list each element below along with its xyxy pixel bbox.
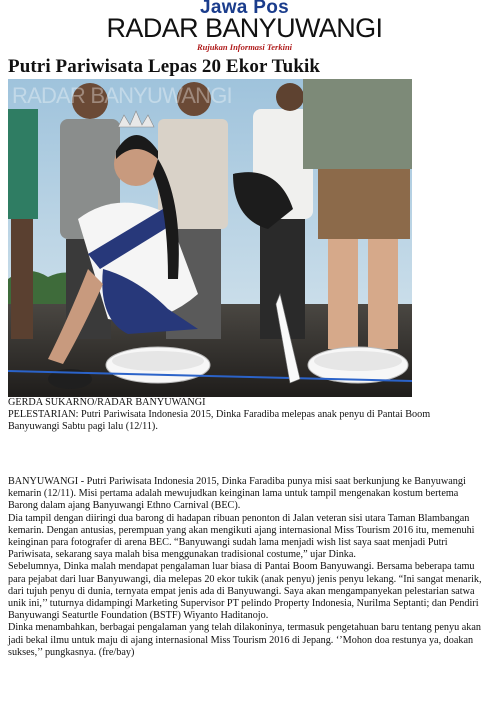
newspaper-title: RADAR BANYUWANGI	[106, 13, 383, 43]
article-paragraph: Sebelumnya, Dinka malah mendapat pengalaman luar biasa di Pantai Boom Banyuwangi. Bersama beberapa tamu para pejabat dari luar Banyuwangi, dia melepas 20 ekor tukik (anak penyu) jenis penyu lekang. “Ini sangat menarik, dari tujuh penyu di dunia, ternyata empat jenis ada di Banyuwangi. Saya akan mengampanyekan pelestarian satwa unik ini,’’ tuturnya didampingi Marketing Supervisor PT pelindo Property Indonesia, Nurilma Septanti; dan Pendiri Banyuwangi Seaturtle Foundation (BSTF) Wiyanto Haditanojo.	[8, 561, 482, 622]
newspaper-tagline: Rujukan Informasi Terkini	[196, 42, 293, 52]
photo-credit: GERDA SUKARNO/RADAR BANYUWANGI	[8, 397, 206, 408]
article-paragraph: Dinka menambahkan, berbagai pengalaman yang telah dilakoninya, termasuk pengetahuan baru tentang penyu akan jadi bekal ilmu untuk maju di ajang internasional Miss Tourism 2016 di Jepang. ‘’Mohon doa restunya ya, doakan sukses,’’ pungkasnya. (fre/bay)	[8, 622, 481, 658]
jawapos-brand: Jawa Pos	[199, 0, 289, 18]
article-headline: Putri Pariwisata Lepas 20 Ekor Tukik	[8, 56, 321, 77]
masthead	[0, 0, 489, 56]
article-body	[8, 476, 484, 659]
article-paragraph: BANYUWANGI - Putri Pariwisata Indonesia 2015, Dinka Faradiba punya misi saat berkunjung ke Banyuwangi kemarin (12/11). Misi pertama adalah mewujudkan keinginan lama untuk tampil mengenakan kostum bertema Barong dalam ajang Banyuwangi Ethno Carnival (BEC).	[8, 476, 466, 512]
article-photo	[8, 79, 412, 397]
photo-watermark: RADAR BANYUWANGI	[12, 83, 232, 108]
photo-caption: PELESTARIAN: Putri Pariwisata Indonesia 2015, Dinka Faradiba melepas anak penyu di Pantai Boom Banyuwangi Sabtu pagi lalu (12/11).	[8, 409, 431, 433]
photo-caption-block	[8, 397, 484, 434]
article-paragraph: Dia tampil dengan diiringi dua barong di hadapan ribuan penonton di Jalan veteran sisi utara Taman Blambangan kemarin. Dengan antusias, perempuan yang akan mengikuti ajang internasional Miss Tourism 2016 itu, memenuhi keinginan para fotografer di arena BEC. “Banyuwangi sudah lama menjadi wish list saya saat menjadi Putri Pariwisata, sekarang saya malah bisa menggunakan tradisional costume,” ujar Dinka.	[8, 512, 475, 561]
